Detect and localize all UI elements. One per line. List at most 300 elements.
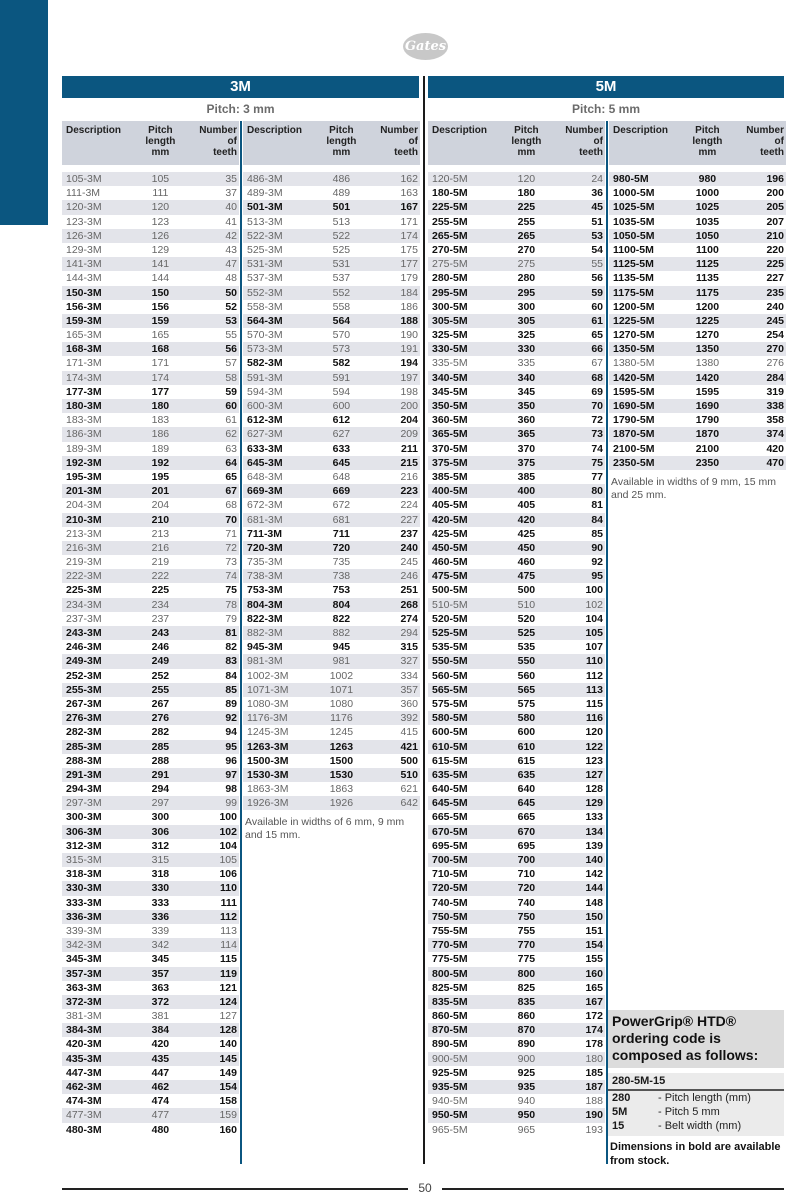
table-row — [243, 456, 420, 470]
cell-pitch-length: 177 — [151, 385, 170, 398]
header-line: Pitch — [329, 125, 354, 136]
cell-pitch-length: 216 — [151, 541, 170, 554]
cell-pitch-length: 300 — [151, 811, 170, 824]
table-row — [62, 740, 239, 754]
ordering-heading: PowerGrip® HTD® ordering code is composed as follows: — [608, 1010, 784, 1068]
cell-description: 615-5M — [432, 754, 468, 767]
table-row — [609, 314, 786, 328]
cell-pitch-length: 804 — [332, 598, 351, 611]
cell-pitch-length: 600 — [517, 726, 536, 739]
cell-pitch-length: 480 — [151, 1123, 170, 1136]
cell-pitch-length: 570 — [332, 329, 351, 342]
table-row — [243, 215, 420, 229]
cell-pitch-length: 648 — [332, 470, 351, 483]
table-row — [62, 243, 239, 257]
cell-pitch-length: 305 — [517, 314, 536, 327]
cell-description: 120-3M — [66, 201, 102, 214]
table-row — [243, 271, 420, 285]
cell-description: 950-5M — [432, 1109, 468, 1122]
cell-description: 965-5M — [432, 1123, 468, 1136]
cell-description: 1500-3M — [247, 754, 289, 767]
cell-pitch-length: 522 — [332, 229, 351, 242]
table-row — [428, 498, 605, 512]
cell-number-of-teeth: 190 — [400, 329, 418, 342]
cell-description: 315-3M — [66, 854, 102, 866]
cell-number-of-teeth: 96 — [225, 754, 237, 767]
table-row — [243, 782, 420, 796]
cell-pitch-length: 186 — [151, 428, 170, 441]
cell-pitch-length: 171 — [151, 357, 170, 370]
table-row — [243, 257, 420, 271]
header-line: Pitch — [514, 125, 539, 136]
cell-description: 835-5M — [432, 995, 468, 1008]
header-line: mm — [698, 147, 717, 158]
cell-number-of-teeth: 55 — [591, 258, 603, 271]
cell-pitch-length: 120 — [151, 201, 170, 214]
cell-description: 1025-5M — [613, 201, 655, 214]
table-row — [243, 371, 420, 385]
cell-number-of-teeth: 149 — [219, 1066, 237, 1079]
header-pitch-length — [314, 121, 368, 165]
cell-description: 627-3M — [247, 428, 283, 441]
cell-number-of-teeth: 119 — [220, 967, 237, 980]
cell-pitch-length: 357 — [151, 967, 170, 980]
cell-description: 339-3M — [66, 924, 102, 937]
cell-description: 890-5M — [432, 1038, 468, 1051]
table-row — [428, 342, 605, 356]
cell-description: 582-3M — [247, 357, 283, 370]
table-row — [62, 356, 239, 370]
table-row — [428, 598, 605, 612]
header-line: length — [511, 136, 542, 147]
table-row — [243, 583, 420, 597]
table-row — [609, 300, 786, 314]
cell-number-of-teeth: 124 — [219, 995, 237, 1008]
section-title: 3M — [62, 76, 419, 98]
cell-description: 710-5M — [432, 868, 468, 881]
table-row — [62, 867, 239, 881]
cell-description: 300-3M — [66, 811, 102, 824]
cell-pitch-length: 474 — [151, 1095, 170, 1108]
header-pitch-length — [680, 121, 734, 165]
cell-description: 1125-5M — [613, 258, 654, 271]
cell-number-of-teeth: 319 — [766, 385, 784, 398]
cell-description: 345-3M — [66, 953, 102, 966]
cell-description: 312-3M — [66, 839, 102, 852]
cell-pitch-length: 925 — [517, 1066, 536, 1079]
table-row — [428, 796, 605, 810]
cell-pitch-length: 370 — [517, 442, 536, 455]
header-line: teeth — [579, 147, 603, 158]
table-row — [428, 896, 605, 910]
cell-number-of-teeth: 160 — [219, 1123, 237, 1136]
cell-pitch-length: 695 — [517, 839, 536, 852]
cell-description: 243-3M — [66, 627, 102, 639]
cell-number-of-teeth: 35 — [225, 173, 237, 185]
cell-pitch-length: 640 — [517, 783, 536, 796]
cell-description: 305-5M — [432, 314, 468, 327]
table-row — [428, 782, 605, 796]
cell-number-of-teeth: 45 — [591, 201, 603, 214]
cell-number-of-teeth: 145 — [219, 1052, 237, 1065]
cell-pitch-length: 435 — [151, 1052, 170, 1065]
cell-number-of-teeth: 205 — [766, 201, 784, 214]
cell-description: 753-3M — [247, 584, 283, 597]
cell-pitch-length: 381 — [151, 1010, 170, 1023]
cell-description: 1270-5M — [613, 329, 655, 342]
table-row — [428, 967, 605, 981]
table-row — [428, 1009, 605, 1023]
cell-pitch-length: 965 — [517, 1123, 536, 1136]
table-row — [62, 286, 239, 300]
table-row — [428, 413, 605, 427]
cell-number-of-teeth: 78 — [225, 598, 237, 611]
cell-pitch-length: 420 — [151, 1038, 170, 1051]
cell-number-of-teeth: 172 — [585, 1010, 603, 1023]
cell-number-of-teeth: 415 — [400, 726, 418, 739]
cell-description: 141-3M — [66, 258, 102, 271]
cell-number-of-teeth: 84 — [591, 513, 603, 526]
cell-description: 565-5M — [432, 683, 468, 696]
cell-pitch-length: 520 — [517, 612, 536, 625]
cell-number-of-teeth: 73 — [225, 556, 237, 569]
cell-pitch-length: 711 — [332, 527, 350, 540]
cell-pitch-length: 594 — [332, 385, 351, 398]
cell-pitch-length: 1050 — [695, 229, 720, 242]
cell-number-of-teeth: 81 — [591, 499, 603, 512]
cell-pitch-length: 1270 — [695, 329, 720, 342]
cell-number-of-teeth: 184 — [400, 286, 418, 299]
cell-description: 400-5M — [432, 485, 468, 498]
cell-number-of-teeth: 83 — [225, 655, 237, 668]
cell-number-of-teeth: 100 — [219, 811, 237, 824]
cell-number-of-teeth: 85 — [225, 683, 237, 696]
cell-description: 537-3M — [247, 272, 283, 285]
cell-pitch-length: 1002 — [329, 669, 354, 682]
footer-rule-left — [62, 1188, 408, 1190]
table-row — [428, 356, 605, 370]
cell-number-of-teeth: 72 — [591, 414, 603, 427]
cell-number-of-teeth: 357 — [400, 683, 418, 696]
cell-number-of-teeth: 110 — [220, 882, 237, 895]
cell-description: 186-3M — [66, 428, 102, 441]
table-row — [428, 1108, 605, 1122]
table-row — [243, 626, 420, 640]
table-row — [243, 541, 420, 555]
cell-description: 210-3M — [66, 513, 102, 526]
cell-pitch-length: 753 — [332, 584, 351, 597]
cell-description: 1350-5M — [613, 343, 655, 356]
table-row — [428, 669, 605, 683]
cell-number-of-teeth: 158 — [219, 1095, 237, 1108]
section-3m — [62, 76, 419, 120]
table-row — [62, 1052, 239, 1066]
cell-description: 1135-5M — [613, 272, 654, 285]
cell-pitch-length: 935 — [517, 1081, 536, 1093]
table-row — [428, 300, 605, 314]
cell-description: 755-5M — [432, 924, 468, 937]
table-row — [62, 314, 239, 328]
cell-pitch-length: 1926 — [329, 797, 354, 810]
table-row — [243, 328, 420, 342]
cell-pitch-length: 1200 — [695, 300, 720, 313]
cell-pitch-length: 280 — [517, 272, 536, 285]
cell-description: 1926-3M — [247, 797, 289, 810]
cell-number-of-teeth: 36 — [591, 187, 603, 200]
ordering-value: - Pitch 5 mm — [658, 1106, 720, 1118]
cell-pitch-length: 710 — [517, 868, 536, 881]
cell-number-of-teeth: 68 — [591, 371, 603, 384]
cell-pitch-length: 560 — [517, 669, 536, 682]
cell-pitch-length: 120 — [517, 173, 536, 185]
cell-number-of-teeth: 102 — [219, 825, 237, 838]
cell-description: 558-3M — [247, 300, 283, 313]
cell-number-of-teeth: 191 — [400, 343, 418, 356]
cell-pitch-length: 339 — [151, 924, 170, 937]
table-row — [62, 782, 239, 796]
cell-number-of-teeth: 90 — [591, 541, 603, 554]
cell-number-of-teeth: 216 — [400, 470, 418, 483]
cell-description: 645-5M — [432, 797, 468, 810]
table-row — [609, 371, 786, 385]
cell-number-of-teeth: 193 — [585, 1123, 603, 1136]
cell-description: 513-3M — [247, 215, 283, 228]
cell-number-of-teeth: 100 — [585, 584, 603, 597]
cell-pitch-length: 1071 — [329, 683, 354, 696]
table-row — [428, 1052, 605, 1066]
table-row — [62, 924, 239, 938]
cell-pitch-length: 565 — [517, 683, 536, 696]
header-line: teeth — [213, 147, 237, 158]
cell-description: 775-5M — [432, 953, 468, 966]
table-row — [243, 725, 420, 739]
header-pitch-length — [133, 121, 187, 165]
cell-description: 882-3M — [247, 627, 283, 639]
belt-table — [243, 121, 420, 842]
table-row — [243, 697, 420, 711]
table-row — [62, 1066, 239, 1080]
table-row — [62, 938, 239, 952]
table-row — [62, 470, 239, 484]
cell-pitch-length: 105 — [151, 173, 170, 185]
cell-description: 204-3M — [66, 499, 102, 512]
cell-pitch-length: 330 — [151, 882, 170, 895]
footer-rule-right — [442, 1188, 784, 1190]
cell-pitch-length: 770 — [517, 939, 536, 952]
table-row — [243, 768, 420, 782]
cell-pitch-length: 537 — [332, 272, 351, 285]
cell-description: 700-5M — [432, 854, 468, 866]
cell-pitch-length: 126 — [151, 229, 170, 242]
table-row — [428, 725, 605, 739]
cell-number-of-teeth: 127 — [585, 768, 603, 781]
section-divider — [423, 76, 425, 1164]
cell-number-of-teeth: 245 — [766, 314, 784, 327]
cell-pitch-length: 350 — [517, 400, 536, 412]
cell-number-of-teeth: 55 — [225, 329, 237, 342]
cell-description: 738-3M — [247, 570, 283, 583]
table-row — [428, 470, 605, 484]
cell-pitch-length: 1176 — [330, 712, 353, 725]
cell-pitch-length: 295 — [517, 286, 536, 299]
stock-footnote: Dimensions in bold are available from stock. — [610, 1141, 781, 1167]
table-row — [428, 541, 605, 555]
cell-number-of-teeth: 327 — [400, 655, 418, 668]
cell-number-of-teeth: 113 — [586, 683, 603, 696]
cell-pitch-length: 477 — [151, 1109, 170, 1122]
cell-number-of-teeth: 111 — [220, 896, 237, 909]
cell-description: 249-3M — [66, 655, 102, 668]
cell-pitch-length: 234 — [151, 598, 170, 611]
cell-number-of-teeth: 276 — [766, 357, 784, 370]
table-row — [243, 669, 420, 683]
cell-description: 195-3M — [66, 470, 102, 483]
cell-number-of-teeth: 71 — [225, 527, 237, 540]
cell-pitch-length: 627 — [332, 428, 351, 441]
cell-description: 1071-3M — [247, 683, 289, 696]
table-row — [428, 1080, 605, 1094]
cell-number-of-teeth: 95 — [225, 740, 237, 753]
cell-description: 669-3M — [247, 485, 283, 498]
cell-number-of-teeth: 140 — [219, 1038, 237, 1051]
cell-number-of-teeth: 92 — [591, 556, 603, 569]
table-row — [62, 513, 239, 527]
cell-description: 150-3M — [66, 286, 102, 299]
table-row — [62, 896, 239, 910]
cell-pitch-length: 645 — [332, 456, 351, 469]
ordering-key: 280 — [612, 1092, 631, 1104]
cell-pitch-length: 945 — [332, 641, 351, 654]
cell-pitch-length: 336 — [151, 910, 170, 923]
table-row — [428, 924, 605, 938]
cell-pitch-length: 1000 — [695, 187, 720, 200]
cell-description: 475-5M — [432, 570, 468, 583]
cell-pitch-length: 315 — [151, 854, 170, 866]
cell-pitch-length: 375 — [517, 456, 536, 469]
cell-description: 333-3M — [66, 896, 102, 909]
table-row — [428, 456, 605, 470]
cell-number-of-teeth: 470 — [766, 456, 784, 469]
cell-pitch-length: 1135 — [696, 272, 719, 285]
cell-number-of-teeth: 99 — [225, 797, 237, 810]
table-row — [243, 612, 420, 626]
cell-description: 252-3M — [66, 669, 102, 682]
cell-number-of-teeth: 112 — [220, 910, 237, 923]
cell-pitch-length: 342 — [151, 939, 170, 952]
cell-number-of-teeth: 75 — [591, 456, 603, 469]
cell-description: 735-3M — [247, 556, 283, 569]
cell-pitch-length: 1790 — [695, 414, 720, 427]
cell-pitch-length: 1863 — [329, 783, 354, 796]
table-row — [243, 740, 420, 754]
cell-number-of-teeth: 148 — [585, 896, 603, 909]
table-row — [243, 470, 420, 484]
cell-pitch-length: 475 — [517, 570, 536, 583]
table-row — [62, 527, 239, 541]
cell-description: 573-3M — [247, 343, 283, 356]
cell-number-of-teeth: 179 — [400, 272, 418, 285]
header-line: length — [145, 136, 176, 147]
table-row — [243, 229, 420, 243]
cell-description: 420-3M — [66, 1038, 102, 1051]
cell-description: 2350-5M — [613, 456, 655, 469]
table-row — [62, 1094, 239, 1108]
header-line: Pitch — [148, 125, 173, 136]
cell-description: 600-3M — [247, 400, 283, 412]
cell-number-of-teeth: 74 — [591, 442, 603, 455]
table-row — [243, 286, 420, 300]
cell-pitch-length: 1025 — [695, 201, 720, 214]
table-row — [428, 1094, 605, 1108]
header-number-of-teeth — [554, 121, 605, 165]
cell-description: 192-3M — [66, 456, 102, 469]
table-row — [609, 399, 786, 413]
cell-number-of-teeth: 245 — [400, 556, 418, 569]
cell-number-of-teeth: 43 — [225, 243, 237, 256]
cell-description: 695-5M — [432, 839, 468, 852]
cell-pitch-length: 825 — [517, 981, 536, 994]
table-row — [62, 442, 239, 456]
cell-description: 219-3M — [66, 556, 102, 569]
table-row — [428, 839, 605, 853]
cell-pitch-length: 183 — [151, 414, 170, 427]
cell-description: 670-5M — [432, 825, 468, 838]
table-row — [243, 300, 420, 314]
cell-description: 1050-5M — [613, 229, 655, 242]
cell-number-of-teeth: 41 — [225, 215, 237, 228]
table-row — [428, 427, 605, 441]
cell-number-of-teeth: 358 — [766, 414, 784, 427]
cell-number-of-teeth: 92 — [225, 712, 237, 725]
table-row — [62, 484, 239, 498]
cell-pitch-length: 610 — [517, 740, 536, 753]
table-row — [62, 186, 239, 200]
cell-description: 222-3M — [66, 570, 102, 583]
table-row — [428, 399, 605, 413]
cell-pitch-length: 189 — [151, 442, 170, 455]
cell-number-of-teeth: 37 — [225, 187, 237, 200]
table-row — [428, 257, 605, 271]
cell-description: 201-3M — [66, 485, 102, 498]
header-description: Description — [432, 125, 488, 136]
cell-description: 570-3M — [247, 329, 283, 342]
cell-description: 1420-5M — [613, 371, 655, 384]
table-row — [428, 555, 605, 569]
cell-description: 265-5M — [432, 229, 468, 242]
cell-pitch-length: 291 — [151, 768, 170, 781]
cell-pitch-length: 333 — [151, 896, 170, 909]
table-row — [243, 399, 420, 413]
cell-description: 522-3M — [247, 229, 283, 242]
header-line: mm — [151, 147, 170, 158]
cell-number-of-teeth: 106 — [219, 868, 237, 881]
width-availability-note: Available in widths of 6 mm, 9 mm and 15 mm. — [245, 816, 405, 842]
cell-pitch-length: 1380 — [695, 357, 720, 370]
cell-pitch-length: 591 — [332, 371, 351, 384]
cell-pitch-length: 144 — [151, 272, 170, 285]
cell-pitch-length: 525 — [517, 627, 536, 639]
cell-pitch-length: 2350 — [695, 456, 720, 469]
cell-description: 510-5M — [432, 598, 468, 611]
cell-description: 345-5M — [432, 385, 468, 398]
cell-description: 750-5M — [432, 910, 468, 923]
cell-number-of-teeth: 174 — [400, 229, 418, 242]
cell-pitch-length: 1500 — [329, 754, 354, 767]
cell-description: 462-3M — [66, 1081, 102, 1093]
cell-number-of-teeth: 47 — [225, 258, 237, 271]
cell-pitch-length: 1595 — [695, 385, 720, 398]
cell-number-of-teeth: 79 — [225, 612, 237, 625]
